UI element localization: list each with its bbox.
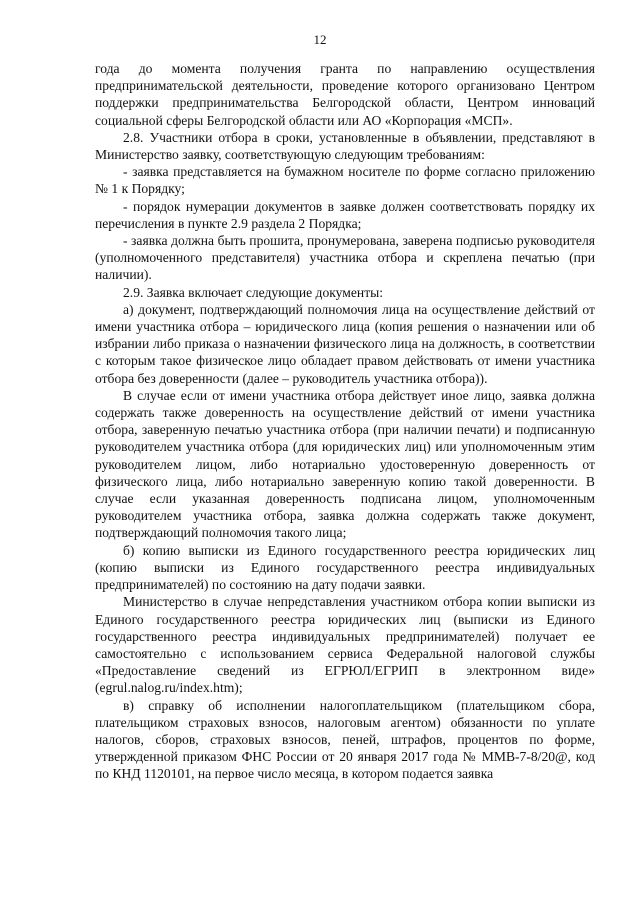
paragraph-ministry-egrul: Министерство в случае непредставления участником отбора копии выписки из Единого государственного реестра юридических лиц (выписки из Единого государственного реестра индивидуальных предпринимателей) получает ее самостоятельно с использованием сервиса Федеральной налоговой службы «Предоставление сведений из ЕГРЮЛ/ЕГРИП в электронном виде» (egrul.nalog.ru/index.htm); bbox=[95, 594, 595, 696]
paragraph-2-9: 2.9. Заявка включает следующие документы: bbox=[123, 284, 384, 300]
paragraph-power-of-attorney: В случае если от имени участника отбора действует иное лицо, заявка должна содержать также доверенность на осуществление действий от имени участника отбора, заверенную печатью участника отбора (при наличии печати) и подписанную руководителем участника отбора (для юридических лиц) или уполномоченным этим руководителем лицом, либо нотариально удостоверенную доверенность от физического лица, либо нотариально заверенную копию такой доверенности. В случае если указанная доверенность подписана лицом, уполномоченным руководителем участника отбора, заявка должна содержать также документ, подтверждающий полномочия такого лица; bbox=[95, 387, 595, 541]
paragraph-item-v: в) справку об исполнении налогоплательщиком (плательщиком сбора, плательщиком страховых взносов, налоговым агентом) обязанности по уплате налогов, сборов, страховых взносов, пеней, штрафов, процентов по форме, утвержденной приказом ФНС России от 20 января 2017 года № ММВ-7-8/20@, код по КНД 1120101, на первое число месяца, в котором подается заявка bbox=[95, 697, 595, 782]
list-item-binding-seal: - заявка должна быть прошита, пронумерована, заверена подписью руководителя (уполномоченного представителя) участника отбора и скреплена печатью (при наличии). bbox=[95, 233, 595, 283]
document-body bbox=[95, 60, 595, 783]
paragraph-2-8: 2.8. Участники отбора в сроки, установленные в объявлении, представляют в Министерство заявку, соответствующую следующим требованиям: bbox=[95, 129, 595, 163]
paragraph-item-a: а) документ, подтверждающий полномочия лица на осуществление действий от имени участника отбора – юридического лица (копия решения о назначении или об избрании либо приказа о назначении физического лица на должность, в соответствии с которым такое физическое лицо обладает правом действовать от имени участника отбора без доверенности (далее – руководитель участника отбора)). bbox=[95, 301, 595, 386]
paragraph-item-b: б) копию выписки из Единого государственного реестра юридических лиц (копию выписки из Единого государственного реестра индивидуальных предпринимателей) по состоянию на дату подачи заявки. bbox=[95, 542, 595, 593]
paragraph-grant-continuation: года до момента получения гранта по направлению осуществления предпринимательской деятельности, проведение которого организовано Центром поддержки предпринимательства Белгородской области, Центром инноваций социальной сферы Белгородской области или АО «Корпорация «МСП». bbox=[95, 61, 595, 128]
list-item-numbering-order: - порядок нумерации документов в заявке должен соответствовать порядку их перечисления в пункте 2.9 раздела 2 Порядка; bbox=[95, 198, 595, 231]
list-item-paper-form: - заявка представляется на бумажном носителе по форме согласно приложению № 1 к Порядку; bbox=[95, 164, 595, 197]
page-number: 12 bbox=[313, 32, 327, 47]
